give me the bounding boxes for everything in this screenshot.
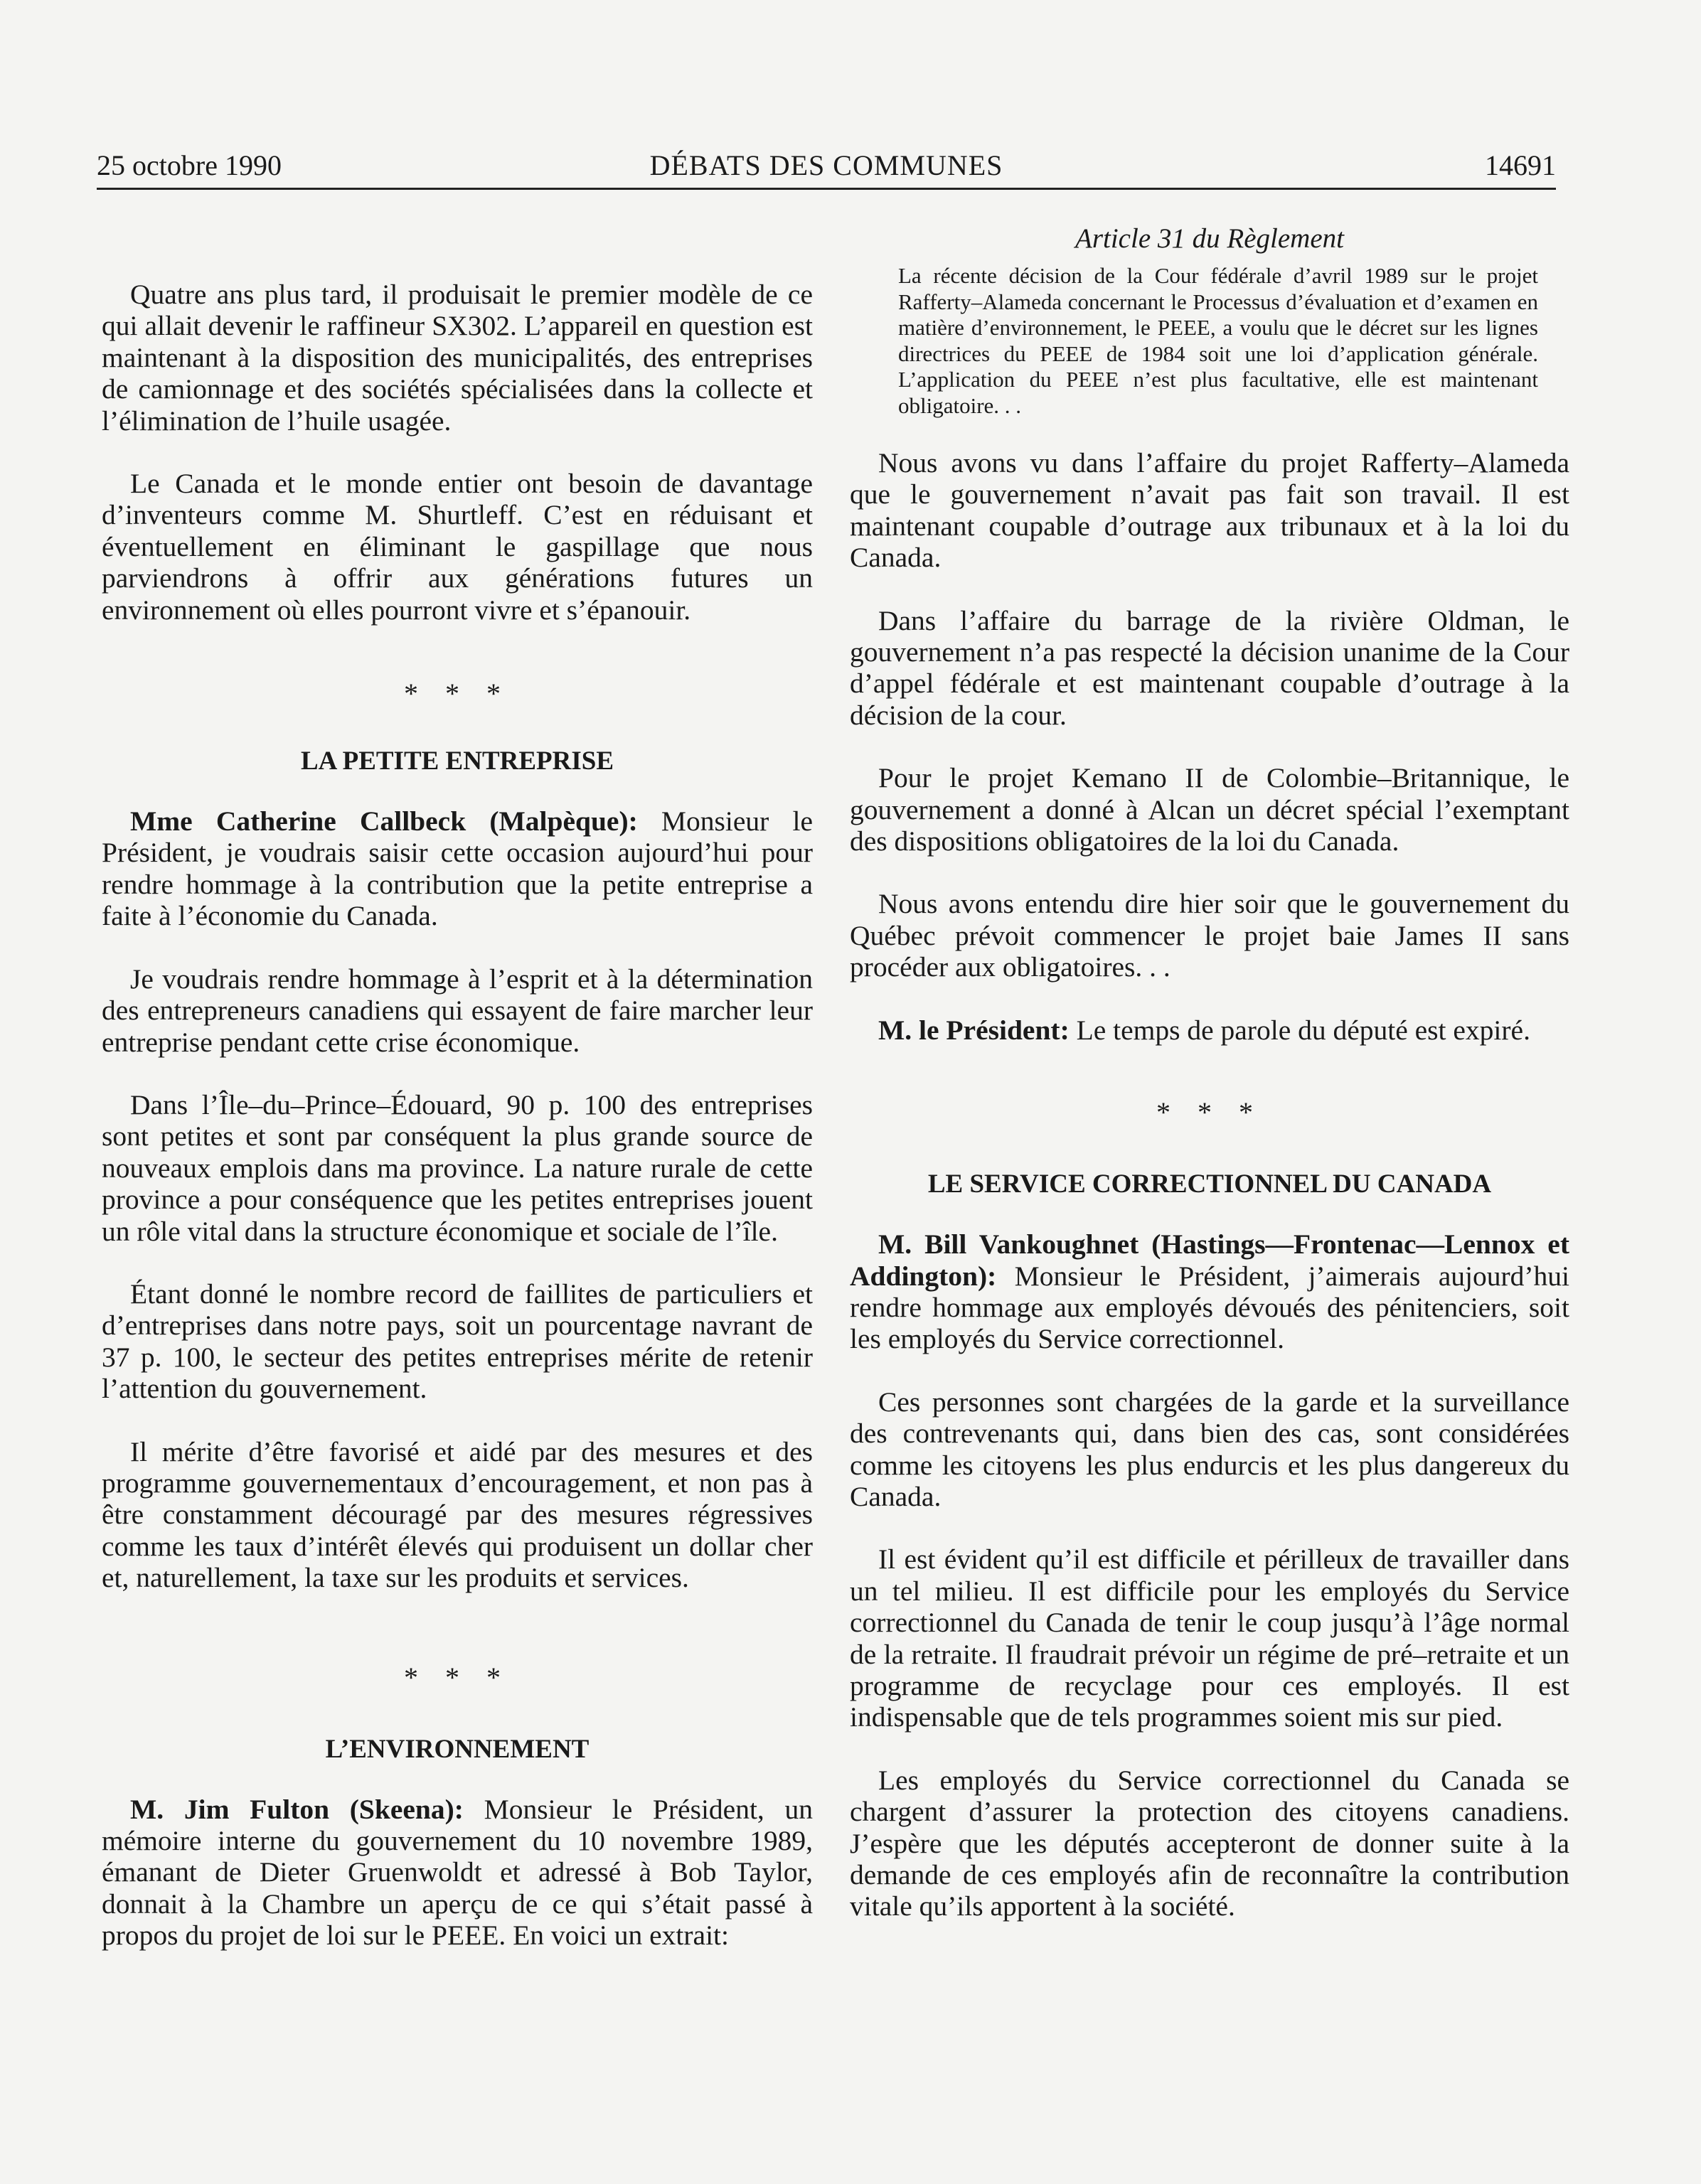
paragraph: Je voudrais rendre hommage à l’esprit et à la détermination des entrepreneurs canadiens qui essayent de faire marcher leur entreprise pendant cette crise économique. (102, 963, 813, 1058)
paragraph (102, 805, 813, 932)
speech-text: Monsieur le Président, j’aimerais aujourd’hui rendre hommage aux employés dévoués des pénitenciers, soit les employés du Service correctionnel. (850, 1260, 1569, 1355)
page-header (97, 145, 1556, 186)
paragraph: Pour le projet Kemano II de Colombie–Britannique, le gouvernement a donné à Alcan un décret spécial l’exemptant des dispositions obligatoires de la loi du Canada. (850, 762, 1569, 857)
section-separator: * * * (404, 1661, 511, 1693)
paragraph: Dans l’affaire du barrage de la rivière Oldman, le gouvernement n’a pas respecté la décision unanime de la Cour d’appel fédérale et est maintenant coupable d’outrage à la décision de la cour. (850, 604, 1569, 731)
quoted-extract: La récente décision de la Cour fédérale d’avril 1989 sur le projet Rafferty–Alameda concernant le Processus d’évaluation et d’examen en matière d’environnement, le PEEE, a voulu que le décret sur les lignes directrices du PEEE de 1984 soit une loi d’application générale. L’application du PEEE n’est plus facultative, elle est maintenant obligatoire. . . (898, 263, 1538, 418)
paragraph: Ces personnes sont chargées de la garde et la surveillance des contrevenants qui, dans bien des cas, sont considérées comme les citoyens les plus endurcis et les plus dangereux du Canada. (850, 1386, 1569, 1512)
section-heading: LA PETITE ENTREPRISE (300, 746, 614, 776)
section-heading: LE SERVICE CORRECTIONNEL DU CANADA (927, 1169, 1492, 1199)
right-column (850, 213, 1569, 1922)
paragraph: Nous avons vu dans l’affaire du projet Rafferty–Alameda que le gouvernement n’avait pas fait son travail. Il est maintenant coupable d’outrage aux tribunaux et à la loi du Canada. (850, 447, 1569, 574)
header-rule (97, 188, 1556, 190)
paragraph (850, 1015, 1569, 1046)
speech-text: Monsieur le Président, je voudrais saisir cette occasion aujourd’hui pour rendre hommage à la contribution que la petite entreprise a faite à l’économie du Canada. (102, 805, 813, 932)
paragraph (102, 1794, 813, 1952)
paragraph: Le Canada et le monde entier ont besoin de davantage d’inventeurs comme M. Shurtleff. C’est en réduisant et éventuellement en éliminant le gaspillage que nous parviendrons à offrir aux générations futures un environnement où elles pourront vivre et s’épanouir. (102, 468, 813, 626)
header-title: DÉBATS DES COMMUNES (649, 149, 1003, 181)
paragraph: Les employés du Service correctionnel du Canada se chargent d’assurer la protection des citoyens canadiens. J’espère que les députés accepteront de donner suite à la demande de ces employés afin de reconnaître la contribution vitale qu’ils apportent à la société. (850, 1764, 1569, 1922)
speaker-name: Mme Catherine Callbeck (Malpèque): (130, 805, 638, 837)
speech-text: Le temps de parole du député est expiré. (1069, 1014, 1530, 1046)
paragraph: Il mérite d’être favorisé et aidé par des mesures et des programme gouvernementaux d’encouragement, et non pas à être constamment découragé par des mesures régressives comme les taux d’intérêt élevés qui produisent un dollar cher et, naturellement, la taxe sur les produits et services. (102, 1435, 813, 1594)
left-column (102, 213, 813, 1952)
paragraph (850, 1228, 1569, 1355)
paragraph: Nous avons entendu dire hier soir que le gouvernement du Québec prévoit commencer le projet baie James II sans procéder aux obligatoires. . . (850, 888, 1569, 983)
paragraph: Dans l’Île–du–Prince–Édouard, 90 p. 100 des entreprises sont petites et sont par conséquent la plus grande source de nouveaux emplois dans ma province. La nature rurale de cette province a pour conséquence que les petites entreprises jouent un rôle vital dans la structure économique et sociale de l’île. (102, 1088, 813, 1247)
speech-text: Monsieur le Président, un mémoire interne du gouvernement du 10 novembre 1989, émanant de Dieter Gruenwoldt et adressé à Bob Taylor, donnait à la Chambre un aperçu de ce qui s’était passé à propos du projet de loi sur le PEEE. En voici un extrait: (102, 1793, 813, 1952)
section-heading: L’ENVIRONNEMENT (325, 1734, 590, 1764)
paragraph: Il est évident qu’il est difficile et périlleux de travailler dans un tel milieu. Il est difficile pour les employés du Service correctionnel du Canada de tenir le coup jusqu’à l’âge normal de la retraite. Il fraudrait prévoir un régime de pré–retraite et un programme de recyclage pour ces employés. Il est indispensable que de tels programmes soient mis sur pied. (850, 1543, 1569, 1733)
article-heading: Article 31 du Règlement (1075, 223, 1344, 254)
speaker-name: M. le Président: (878, 1014, 1070, 1046)
speaker-name: M. Jim Fulton (Skeena): (130, 1793, 464, 1825)
header-date: 25 octobre 1990 (97, 149, 282, 181)
paragraph: Quatre ans plus tard, il produisait le premier modèle de ce qui allait devenir le raffineur SX302. L’appareil en question est maintenant à la disposition des municipalités, des entreprises de camionnage et des sociétés spécialisées dans la collecte et l’élimination de l’huile usagée. (102, 279, 813, 437)
section-separator: * * * (404, 678, 511, 710)
section-separator: * * * (1156, 1096, 1263, 1129)
page-number: 14691 (1485, 149, 1556, 181)
speaker-name: M. Bill Vankoughnet (Hastings—Frontenac—Lennox et Addington): (850, 1228, 1569, 1292)
paragraph: Étant donné le nombre record de faillites de particuliers et d’entreprises dans notre pays, soit un pourcentage navrant de 37 p. 100, le secteur des petites entreprises mérite de retenir l’attention du gouvernement. (102, 1278, 813, 1405)
